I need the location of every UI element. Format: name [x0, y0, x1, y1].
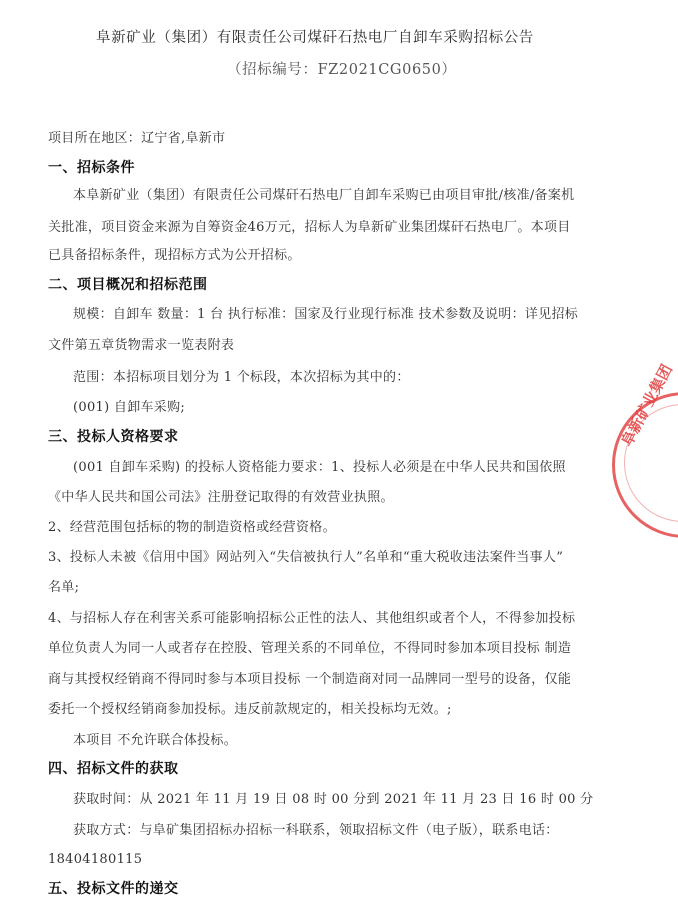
- section-2-line: 文件第五章货物需求一览表附表: [48, 338, 235, 353]
- section-2-line: 范围：本招标项目划分为 1 个标段，本次招标为其中的：: [73, 370, 410, 385]
- section-3-line: (001 自卸车采购) 的投标人资格能力要求：1、投标人必须是在中华人民共和国依照: [73, 460, 566, 475]
- section-3-heading: 三、投标人资格要求: [48, 429, 179, 445]
- section-2-line: (001) 自卸车采购;: [73, 400, 186, 415]
- section-4-line: 获取方式：与阜矿集团招标办招标一科联系，领取招标文件（电子版），联系电话：: [73, 823, 559, 838]
- section-4-line: 18404180115: [48, 852, 143, 867]
- section-3-line: 名单;: [48, 580, 80, 595]
- page-title: 阜新矿业（集团）有限责任公司煤矸石热电厂自卸车采购招标公告: [96, 30, 534, 46]
- section-1-line: 已具备招标条件，现招标方式为公开招标。: [48, 248, 301, 263]
- section-4-line: 获取时间：从 2021 年 11 月 19 日 08 时 00 分到 2021 年 11 月 23 日 16 时 00 分: [73, 792, 594, 807]
- section-3-line: 单位负责人为同一人或者存在控股、管理关系的不同单位，不得同时参加本项目投标 制造: [48, 641, 572, 656]
- section-3-line: 本项目 不允许联合体投标。: [73, 733, 238, 748]
- section-1-line: 关批准，项目资金来源为自筹资金46万元，招标人为阜新矿业集团煤矸石热电厂。本项目: [48, 220, 571, 235]
- project-region: 项目所在地区：辽宁省,阜新市: [48, 131, 226, 146]
- section-2-line: 规模：自卸车 数量：1 台 执行标准：国家及行业现行标准 技术参数及说明：详见招标: [73, 307, 579, 322]
- section-4-heading: 四、招标文件的获取: [48, 761, 179, 777]
- section-3-line: 3、投标人未被《信用中国》网站列入“失信被执行人”名单和“重大税收违法案件当事人”: [48, 550, 564, 565]
- bid-number: （招标编号：FZ2021CG0650）: [227, 62, 457, 78]
- section-2-heading: 二、项目概况和招标范围: [48, 277, 208, 293]
- section-3-line: 2、经营范围包括标的物的制造资格或经营资格。: [48, 520, 336, 535]
- section-3-line: 《中华人民共和国公司法》注册登记取得的有效营业执照。: [48, 490, 394, 505]
- section-5-heading: 五、投标文件的递交: [48, 881, 179, 897]
- section-3-line: 4、与招标人存在利害关系可能影响招标公正性的法人、其他组织或者个人，不得参加投标: [48, 611, 576, 626]
- section-1-heading: 一、招标条件: [48, 160, 135, 176]
- company-stamp-text: 阜新矿业集团: [617, 361, 676, 450]
- section-3-line: 商与其授权经销商不得同时参与本项目投标 一个制造商对同一品牌同一型号的设备，仅能: [48, 672, 572, 687]
- section-1-line: 本阜新矿业（集团）有限责任公司煤矸石热电厂自卸车采购已由项目审批/核准/备案机: [73, 188, 575, 203]
- section-3-line: 委托一个授权经销商参加投标。违反前款规定的，相关投标均无效。;: [48, 702, 452, 717]
